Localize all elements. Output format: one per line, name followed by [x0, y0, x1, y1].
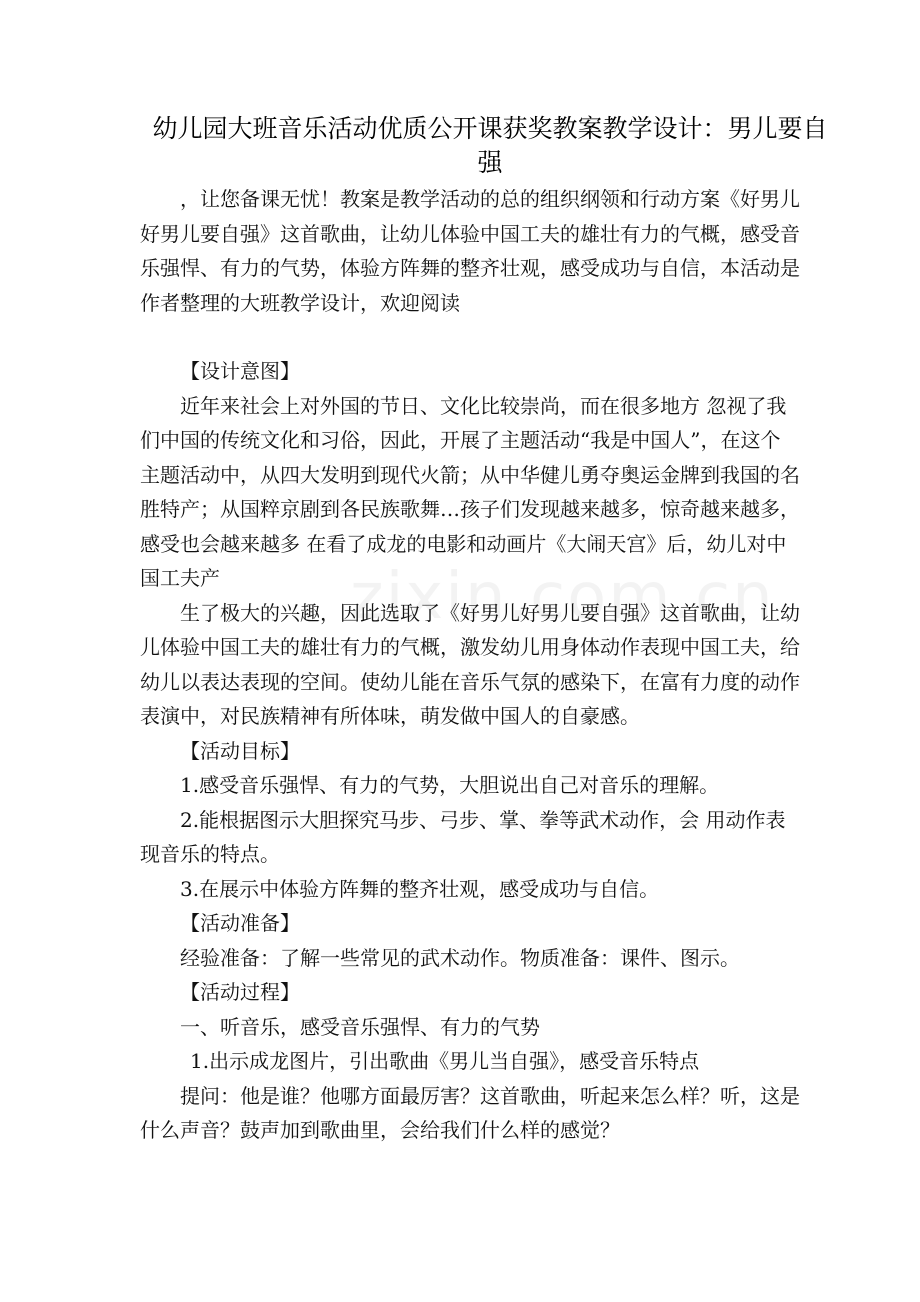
process-step-1-1: 1.出示成龙图片，引出歌曲《男儿当自强》，感受音乐特点 [190, 1049, 700, 1073]
design-intent-paragraph-2: 生了极大的兴趣，因此选取了《好男儿好男儿要自强》这首歌曲，让幼儿体验中国工夫的雄壮有力的气概，激发幼儿用身体动作表现中国工夫，给幼儿以表达表现的空间。使幼儿能在音乐气氛的感染下，在富有力度的动作表演中，对民族精神有所体味，萌发做中国人的自豪感。 [140, 600, 800, 728]
document-body [140, 182, 800, 1148]
design-intent-paragraph-1: 近年来社会上对外国的节日、文化比较崇尚，而在很多地方 忽视了我们中国的传统文化和习俗，因此，开展了主题活动“我是中国人”，在这个主题活动中，从四大发明到现代火箭；从中华健儿勇夺奥运金牌到我国的名胜特产；从国粹京剧到各民族歌舞…孩子们发现越来越多，惊奇越来越多，感受也会越来越多 在看了成龙的电影和动画片《大闹天宫》后，幼儿对中国工夫产 [140, 393, 800, 590]
section-heading-design-intent: 【设计意图】 [180, 359, 300, 383]
intro-paragraph: ，让您备课无忧！教案是教学活动的总的组织纲领和行动方案《好男儿好男儿要自强》这首歌曲，让幼儿体验中国工夫的雄壮有力的气概，感受音乐强悍、有力的气势，体验方阵舞的整齐壮观，感受成功与自信，本活动是作者整理的大班教学设计，欢迎阅读 [140, 187, 800, 315]
section-heading-process: 【活动过程】 [180, 980, 300, 1004]
section-heading-goals: 【活动目标】 [180, 738, 300, 763]
preparation-text: 经验准备：了解一些常见的武术动作。物质准备：课件、图示。 [180, 945, 740, 970]
paragraph-gap [140, 320, 800, 354]
process-question: 提问：他是谁？他哪方面最厉害？这首歌曲，听起来怎么样？听，这是什么声音？鼓声加到歌曲里，会给我们什么样的感觉？ [140, 1083, 800, 1142]
document-title: 幼儿园大班音乐活动优质公开课获奖教案教学设计：男儿要自强 [152, 114, 828, 177]
goal-item-3: 3.在展示中体验方阵舞的整齐壮观，感受成功与自信。 [180, 876, 660, 901]
process-step-1: 一、听音乐，感受音乐强悍、有力的气势 [180, 1014, 540, 1039]
goal-item-1: 1.感受音乐强悍、有力的气势，大胆说出自己对音乐的理解。 [180, 773, 720, 797]
section-heading-preparation: 【活动准备】 [180, 911, 300, 935]
goal-item-2: 2.能根据图示大胆探究马步、弓步、掌、拳等武术动作，会 用动作表现音乐的特点。 [140, 807, 786, 866]
